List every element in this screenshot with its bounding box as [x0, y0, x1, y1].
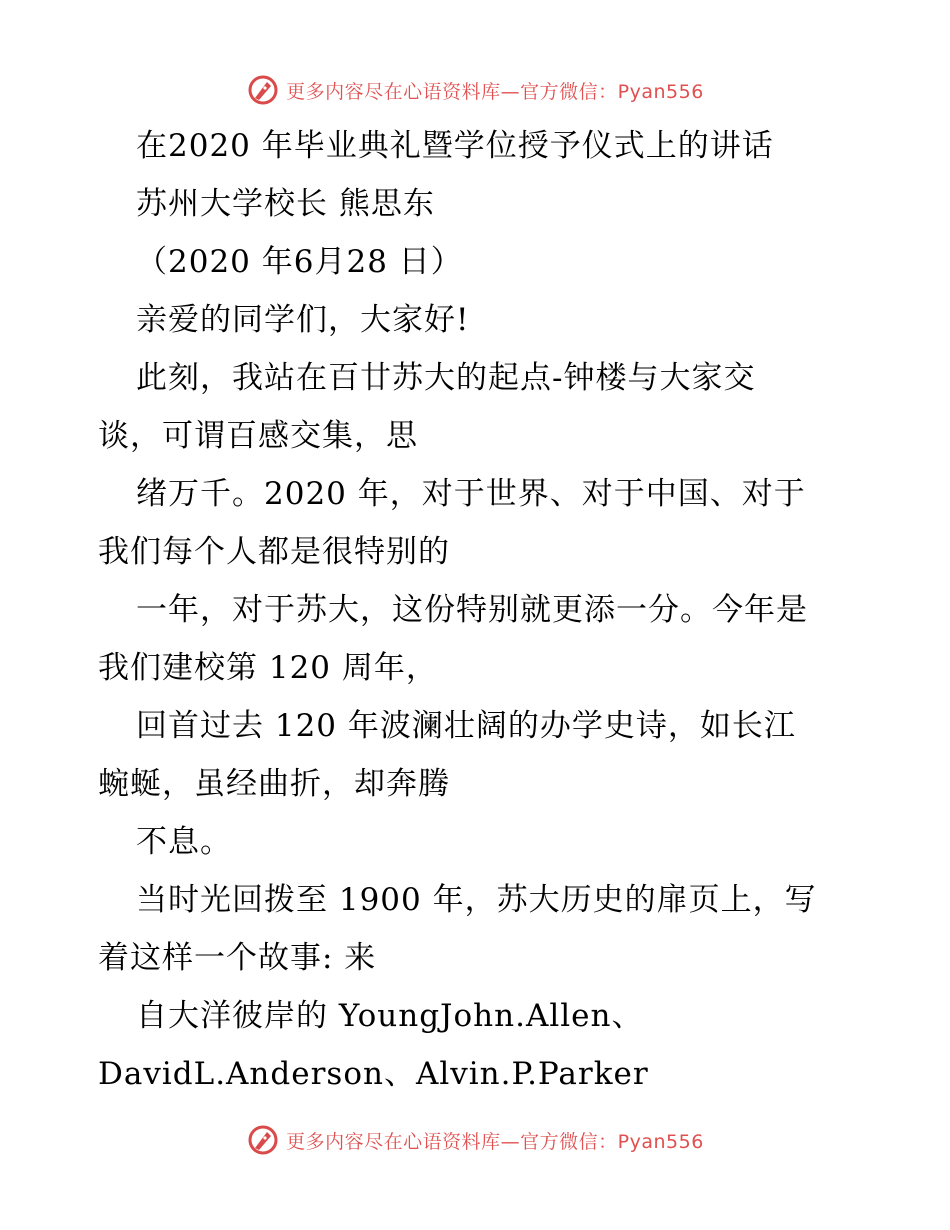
text-line: 此刻，我站在百廿苏大的起点-钟楼与大家交 [136, 360, 756, 396]
text-line: 蜿蜒，虽经曲折，却奔腾 [98, 766, 450, 802]
watermark-footer [0, 1120, 950, 1160]
text-line: 我们每个人都是很特别的 [98, 534, 450, 570]
document-body [98, 122, 858, 1108]
text-line: 一年，对于苏大，这份特别就更添一分。今年是 [136, 592, 808, 628]
text-line: 苏州大学校长 熊思东 [136, 186, 435, 222]
pen-nib-logo-icon [246, 73, 280, 107]
text-line: 绪万千。2020 年，对于世界、对于中国、对于 [136, 476, 806, 512]
text-line: 我们建校第 120 周年， [98, 650, 438, 686]
text-line: 回首过去 120 年波澜壮阔的办学史诗，如长江 [136, 708, 796, 744]
text-line: 在2020 年毕业典礼暨学位授予仪式上的讲话 [136, 128, 774, 164]
watermark-header [0, 70, 950, 110]
text-line: 当时光回拨至 1900 年，苏大历史的扉页上，写 [136, 882, 817, 918]
watermark-text: 更多内容尽在心语资料库—官方微信：Pyan556 [286, 1130, 704, 1153]
text-line: DavidL.Anderson、Alvin.P.Parker [98, 1056, 649, 1092]
pen-nib-logo-icon [246, 1123, 280, 1157]
text-line: 亲爱的同学们，大家好! [136, 302, 470, 338]
text-line: 谈，可谓百感交集，思 [98, 418, 418, 454]
text-line: 着这样一个故事: 来 [98, 940, 377, 976]
text-line: （2020 年6月28 日） [136, 244, 463, 280]
text-line: 自大洋彼岸的 YoungJohn.Allen、 [136, 998, 644, 1034]
text-line: 不息。 [136, 824, 232, 860]
watermark-text: 更多内容尽在心语资料库—官方微信：Pyan556 [286, 80, 704, 103]
